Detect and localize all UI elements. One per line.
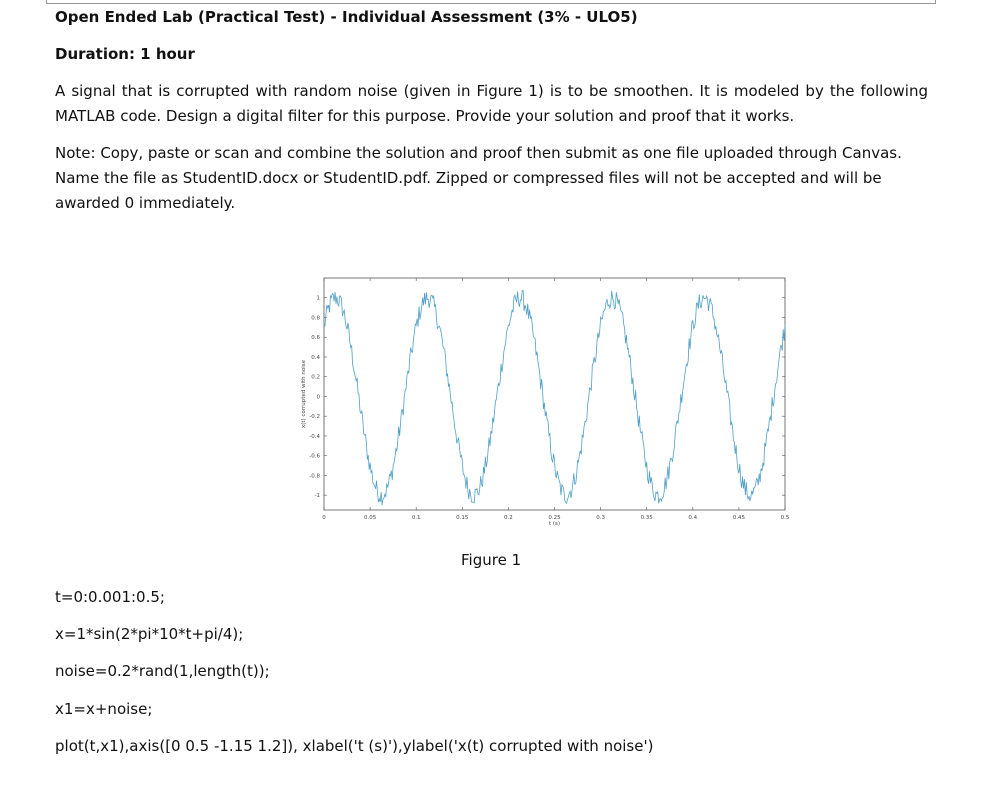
duration-label: Duration: 1 hour [55, 45, 195, 63]
y-tick-label: 0.4 [311, 354, 320, 361]
x-tick-label: 0.35 [640, 515, 653, 521]
y-axis-label: x(t) corrupted with noise [301, 359, 307, 429]
code-line-3: noise=0.2*rand(1,length(t)); [55, 662, 270, 680]
y-tick-label: 0.6 [311, 335, 320, 342]
figure-caption: Figure 1 [461, 551, 522, 569]
y-tick-label: -0.4 [309, 433, 320, 440]
noise-signal-chart [297, 274, 797, 534]
y-tick-label: 0.8 [311, 315, 320, 322]
code-line-2: x=1*sin(2*pi*10*t+pi/4); [55, 625, 244, 643]
y-tick-label: -0.8 [309, 473, 320, 480]
figure-1 [297, 274, 797, 534]
y-tick-label: 0 [316, 394, 320, 401]
y-tick-label: 0.2 [311, 374, 320, 381]
plot-area-box [324, 278, 785, 510]
y-tick-label: 1 [316, 295, 320, 302]
x-tick-label: 0 [322, 515, 326, 521]
submission-note: Note: Copy, paste or scan and combine the solution and proof then submit as one file uploaded through Canvas. Name the file as StudentID.docx or StudentID.pdf. Zipped or compressed files will not be accepted and will be awarded 0 immediately. [55, 144, 902, 212]
code-line-5: plot(t,x1),axis([0 0.5 -1.15 1.2]), xlabel('t (s)'),ylabel('x(t) corrupted with noise') [55, 737, 654, 755]
task-description: A signal that is corrupted with random noise (given in Figure 1) is to be smoothen. It is modeled by the following MATLAB code. Design a digital filter for this purpose. Provide your solution and proof that it works. [55, 82, 928, 125]
x-tick-label: 0.4 [688, 515, 698, 521]
x-axis-label: t (s) [548, 521, 561, 527]
document-title: Open Ended Lab (Practical Test) - Individual Assessment (3% - ULO5) [55, 8, 638, 26]
x-tick-label: 0.45 [732, 515, 746, 521]
series-line-x1 [324, 290, 785, 505]
y-tick-label: -1 [314, 493, 320, 500]
x-tick-label: 0.15 [456, 515, 469, 521]
x-tick-label: 0.2 [504, 515, 513, 521]
x-tick-label: 0.5 [780, 515, 790, 521]
code-line-4: x1=x+noise; [55, 700, 153, 718]
code-line-1: t=0:0.001:0.5; [55, 588, 165, 606]
x-tick-label: 0.05 [363, 515, 377, 521]
x-tick-label: 0.25 [548, 515, 561, 521]
y-tick-label: -0.6 [309, 453, 320, 460]
x-tick-label: 0.1 [411, 515, 421, 521]
y-tick-label: -0.2 [309, 414, 320, 421]
page-top-border [46, 0, 936, 4]
x-tick-label: 0.3 [596, 515, 605, 521]
